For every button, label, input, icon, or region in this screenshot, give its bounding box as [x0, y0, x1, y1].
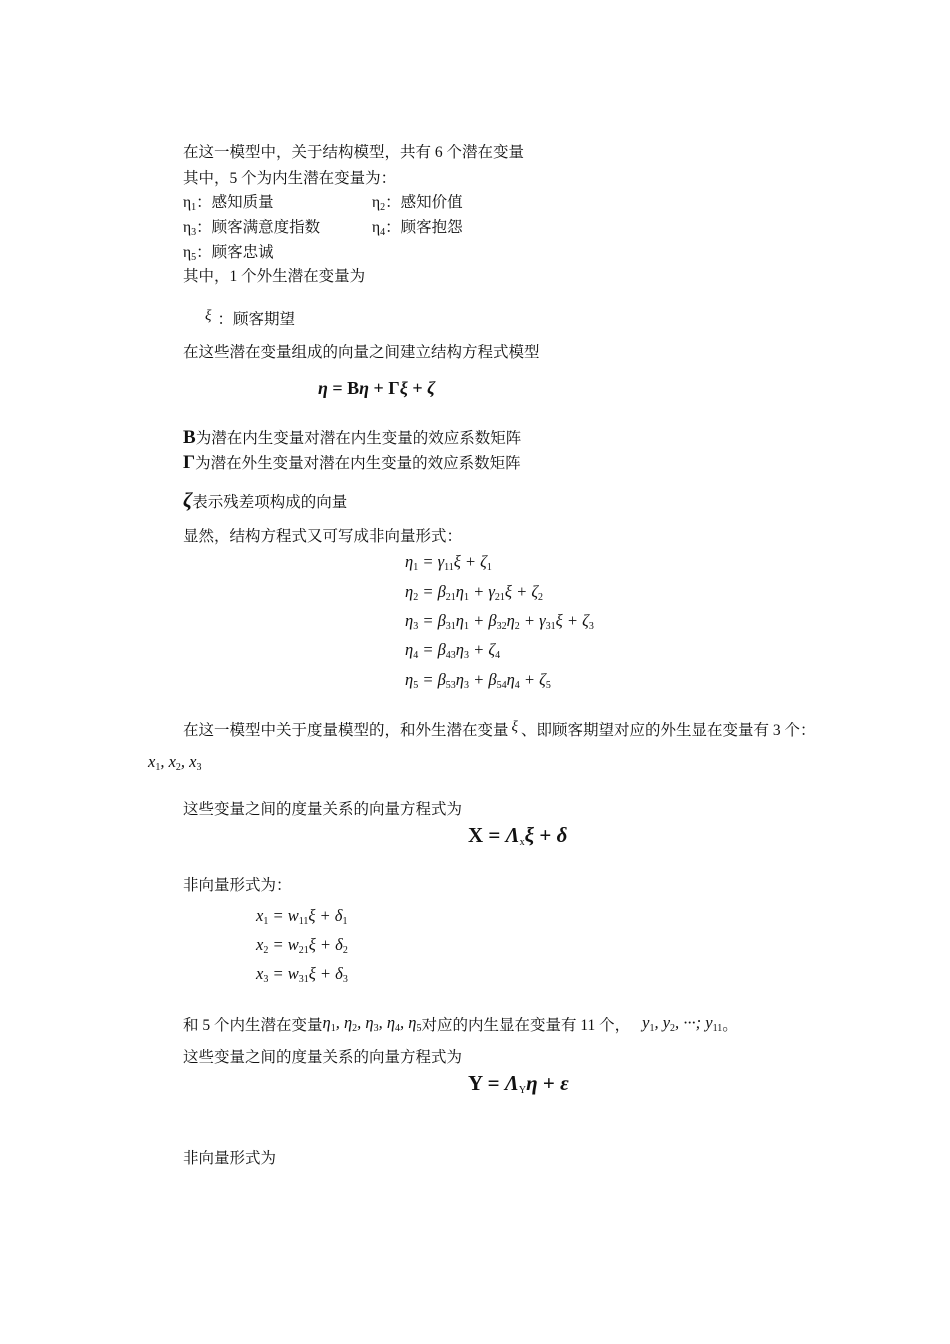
- equation-x2: $x_2 = w_{21}\xi + \delta_2$: [256, 935, 348, 956]
- x-vector-equation: $X = \Lambda_x\xi + \delta$: [468, 823, 568, 848]
- equation-eta4: $\eta_4 = \beta_{43}\eta_3 + \zeta_4$: [405, 640, 501, 661]
- Gamma-definition: Γ为潜在外生变量对潜在内生变量的效应系数矩阵: [183, 452, 521, 473]
- text-line: 在这一模型中，关于结构模型，共有 6 个潜在变量: [183, 144, 525, 161]
- text-line: 显然，结构方程式又可写成非向量形式：: [183, 528, 463, 545]
- eta1-item: $\eta_1$：感知质量: [183, 194, 274, 213]
- text-line: 其中，1 个外生潜在变量为: [183, 268, 366, 285]
- text-line: 非向量形式为：: [183, 877, 292, 894]
- equation-x3: $x_3 = w_{31}\xi + \delta_3$: [256, 964, 348, 985]
- text-line: 这些变量之间的度量关系的向量方程式为: [183, 801, 463, 818]
- equation-eta5: $\eta_5 = \beta_{53}\eta_3 + \beta_{54}\eta_4 + \zeta_5$: [405, 670, 551, 691]
- equation-x1: $x_1 = w_{11}\xi + \delta_1$: [256, 906, 348, 927]
- text-line: 其中，5 个为内生潜在变量为：: [183, 170, 397, 187]
- structural-equation: η = Bη + Γξ + ζ: [318, 378, 436, 398]
- text-line: 这些变量之间的度量关系的向量方程式为: [183, 1049, 463, 1066]
- zeta-definition: ζ表示残差项构成的向量: [183, 488, 348, 512]
- equation-eta2: $\eta_2 = \beta_{21}\eta_1 + \gamma_{21}\xi + \zeta_2$: [405, 582, 544, 603]
- eta2-item: $\eta_2$：感知价值: [372, 194, 463, 213]
- eta3-item: $\eta_3$：顾客满意度指数: [183, 219, 321, 238]
- equation-eta3: $\eta_3 = \beta_{31}\eta_1 + \beta_{32}\eta_2 + \gamma_{31}\xi + \zeta_3$: [405, 611, 594, 632]
- measurement-intro: 在这一模型中关于度量模型的，和外生潜在变量 ξ 、即顾客期望对应的外生显在变量有 3 个：: [183, 719, 816, 739]
- x-variables: $x_1$, $x_2$, $x_3$: [148, 752, 202, 773]
- text-line: 非向量形式为: [183, 1150, 277, 1167]
- y-vector-equation: $Y = \Lambda_Y\eta + \varepsilon$: [468, 1071, 569, 1096]
- eta4-item: $\eta_4$：顾客抱怨: [372, 219, 463, 238]
- xi-item: ξ ：顾客期望: [205, 308, 295, 328]
- text-line: 在这些潜在变量组成的向量之间建立结构方程式模型: [183, 344, 540, 361]
- eta5-item: $\eta_5$：顾客忠诚: [183, 244, 274, 263]
- B-definition: B为潜在内生变量对潜在内生变量的效应系数矩阵: [183, 427, 522, 448]
- equation-eta1: $\eta_1 = \gamma_{11}\xi + \zeta_1$: [405, 552, 492, 573]
- endogenous-intro: 和 5 个内生潜在变量$\eta_1$, $\eta_2$, $\eta_3$, $\eta_4$, $\eta_5$对应的内生显在变量有 11 个， $y_1$, $y_2$, ···; $y_{11}$。: [183, 1013, 738, 1034]
